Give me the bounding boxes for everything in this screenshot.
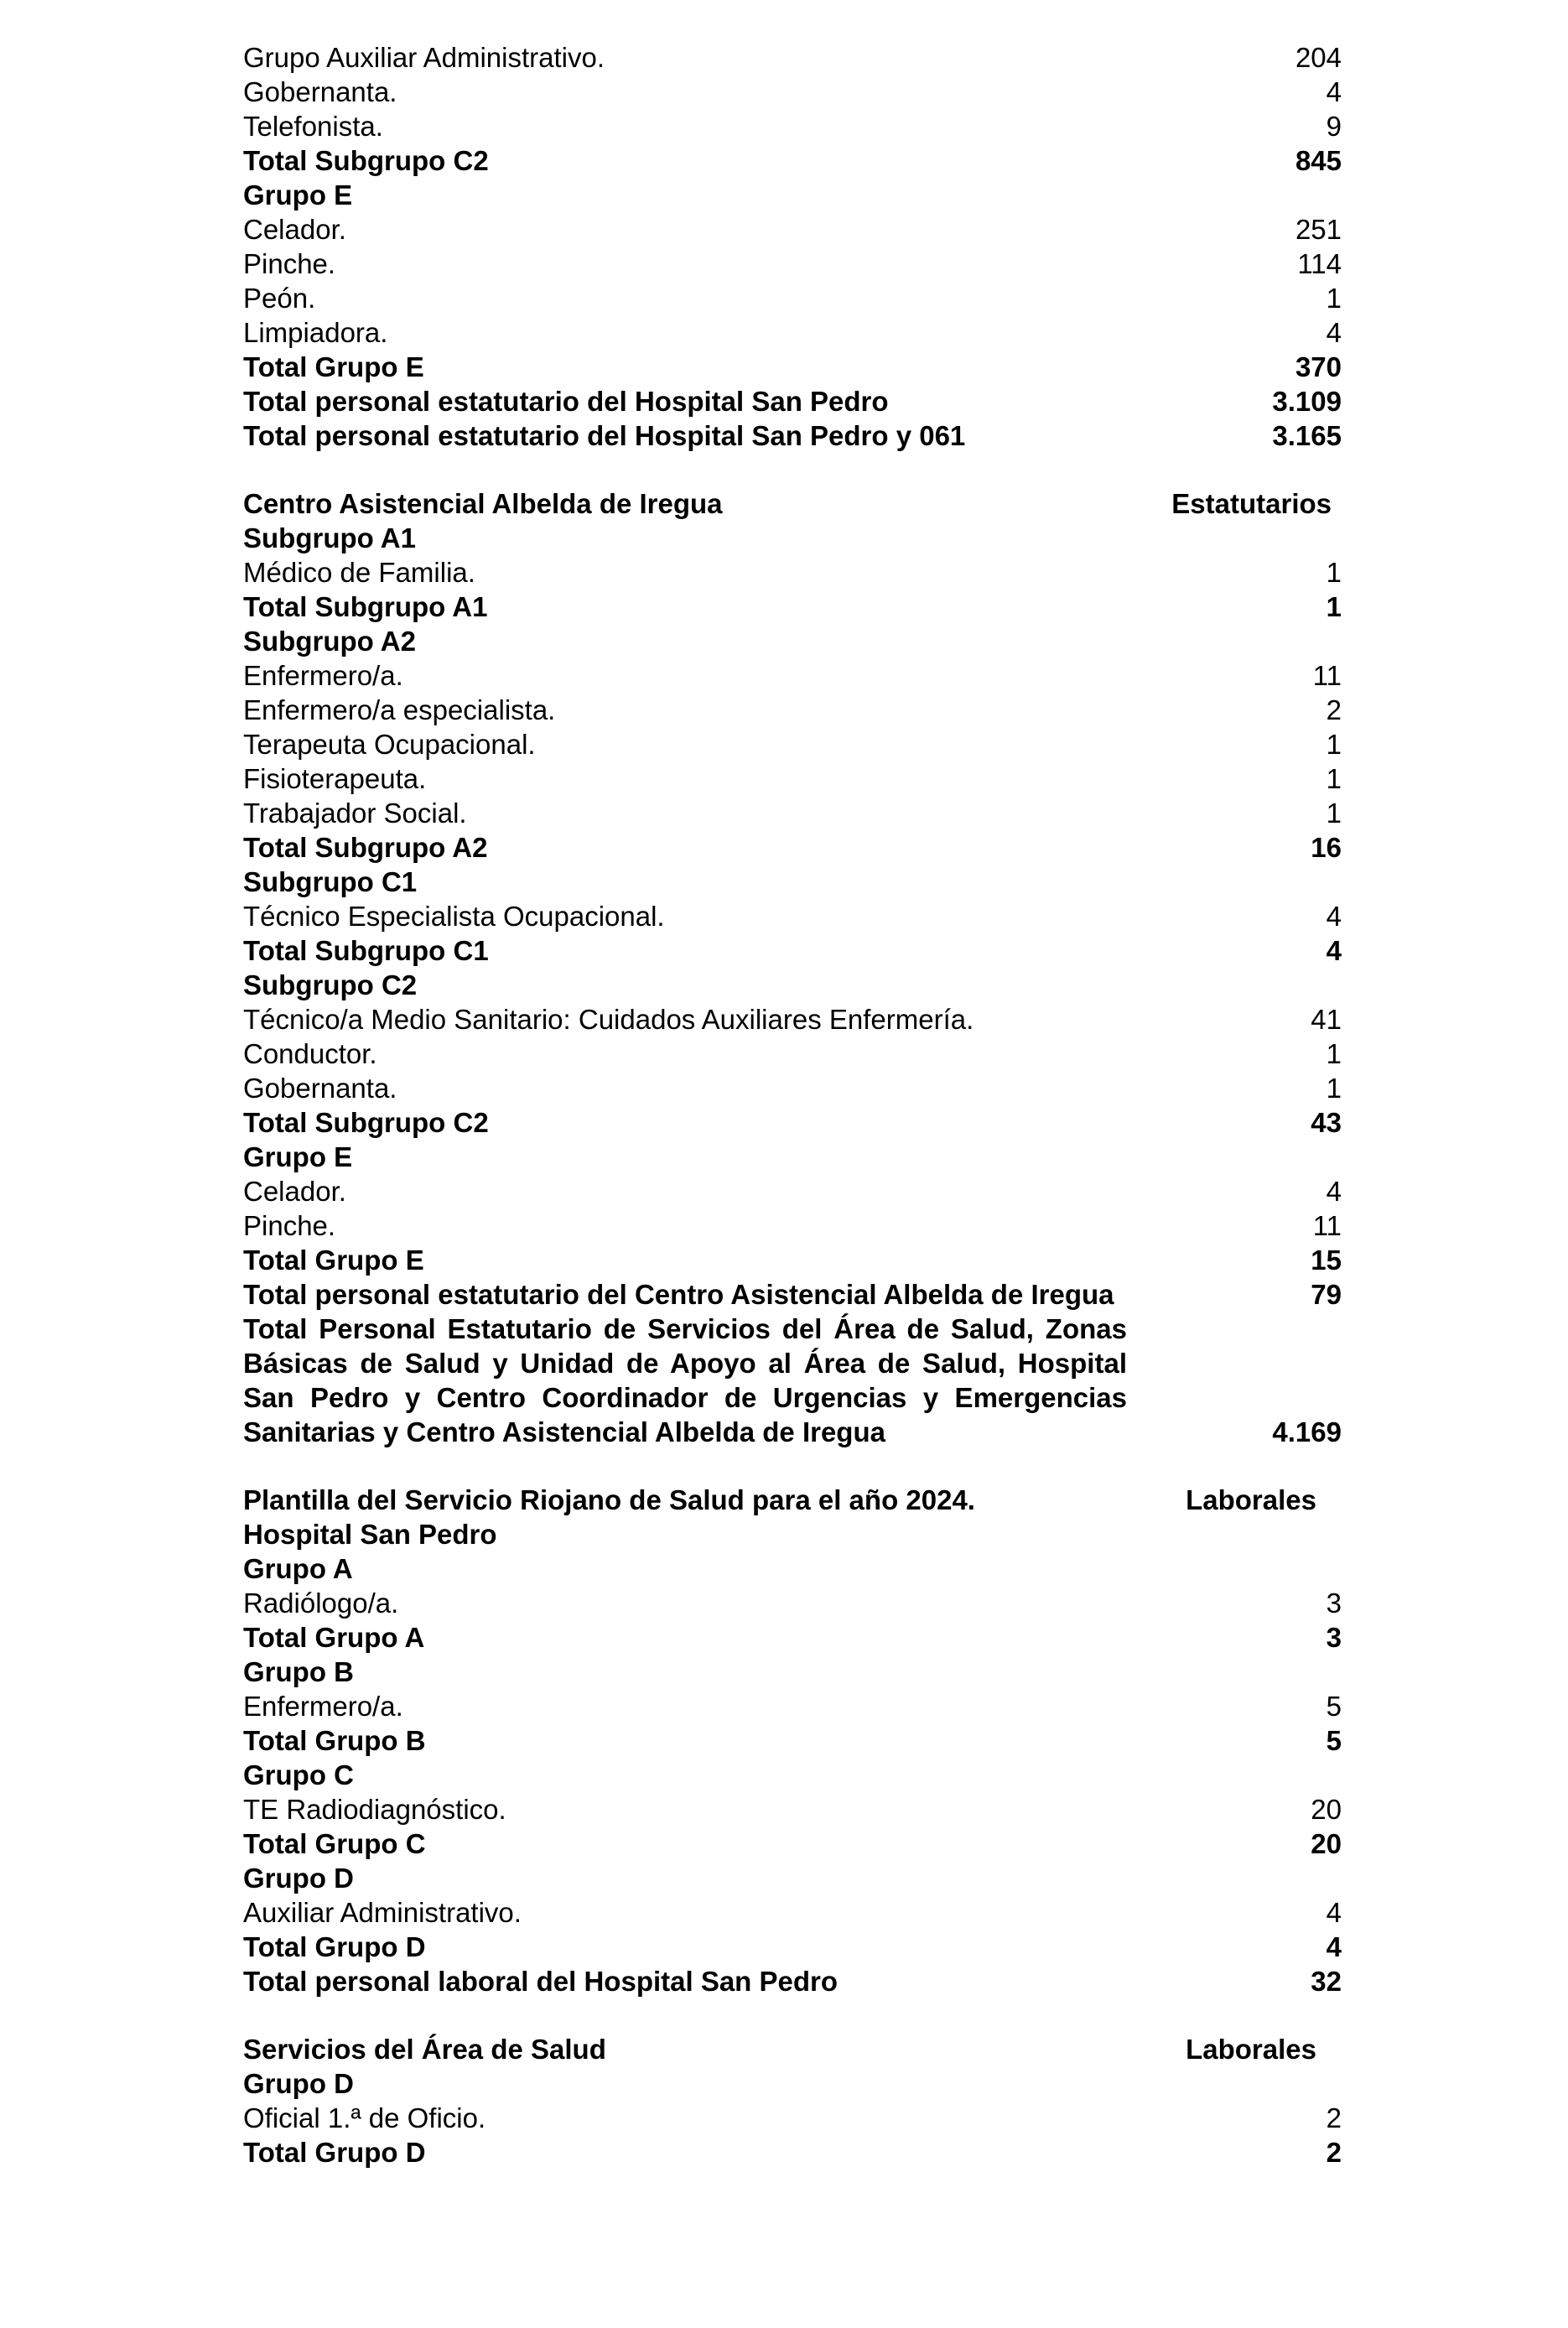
row-label: Gobernanta. [243,1073,397,1104]
total-row [243,830,1342,865]
row-label: Total Grupo C [243,1828,426,1859]
table-row [243,1208,1342,1243]
group-heading-row [243,1140,1342,1174]
group-heading-row [243,865,1342,899]
row-count: 79 [1311,1279,1342,1310]
column-header: Laborales [1186,2034,1316,2065]
row-count: 1 [1326,557,1342,588]
row-label: Total Grupo A [243,1622,425,1653]
table-row [243,247,1342,281]
total-row [243,2135,1342,2170]
group-heading-row [243,1655,1342,1689]
row-count: 20 [1311,1828,1342,1859]
total-row [243,1723,1342,1758]
table-row [243,761,1342,796]
section-spacer [243,1449,1342,1483]
row-label: Pinche. [243,1210,336,1241]
row-count: 2 [1326,694,1342,725]
total-row [243,590,1342,624]
group-heading-row [243,178,1342,212]
row-count: 11 [1312,1210,1342,1241]
row-count: 3.165 [1272,420,1342,451]
row-count: 32 [1311,1966,1342,1997]
row-label: Grupo E [243,179,353,210]
row-label: Total Subgrupo A2 [243,832,488,863]
row-label: Técnico/a Medio Sanitario: Cuidados Auxiliares Enfermería. [243,1004,974,1035]
table-row [243,899,1342,933]
table-row [243,1174,1342,1208]
group-heading-row [243,1861,1342,1895]
row-label: Total Subgrupo A1 [243,591,488,622]
row-label: Fisioterapeuta. [243,763,427,794]
row-label: Trabajador Social. [243,798,467,829]
row-label: Subgrupo C1 [243,866,418,897]
row-count: 15 [1311,1245,1342,1276]
total-row [243,1964,1342,1998]
row-count: 43 [1311,1107,1342,1138]
row-count: 4 [1326,76,1342,107]
table-row [243,796,1342,830]
total-row [243,1277,1342,1312]
table-row [243,727,1342,761]
table-row [243,1689,1342,1723]
row-label: Total Personal Estatutario de Servicios del Área de Salud, Zonas Básicas de Salud y Unidad de Apoyo al Área de Salud, Hospital San Pedro y Centro Coordinador de Urgencias y Emergencias Sanitarias y Centro Asistencial Albelda de Iregua [243,1313,1127,1447]
column-header: Estatutarios [1171,488,1332,519]
row-count: 1 [1326,763,1342,794]
row-label: Grupo D [243,2068,354,2099]
group-heading-row [243,1551,1342,1586]
row-label: Hospital San Pedro [243,1519,497,1550]
table-row [243,75,1342,109]
row-label: Limpiadora. [243,317,388,348]
row-label: Total personal laboral del Hospital San Pedro [243,1966,839,1997]
row-label: Total Subgrupo C2 [243,1107,489,1138]
row-label: Celador. [243,1176,346,1207]
row-count: 9 [1326,111,1342,142]
group-heading-row [243,2066,1342,2101]
row-label: Pinche. [243,248,336,279]
row-label: Total Grupo E [243,1245,424,1276]
row-count: 204 [1295,42,1342,73]
row-label: Centro Asistencial Albelda de Iregua [243,488,723,519]
row-count: 20 [1311,1794,1342,1825]
table-row [243,555,1342,590]
row-label: Telefonista. [243,111,383,142]
table-row [243,315,1342,350]
row-count: 370 [1295,351,1342,382]
row-label: Grupo B [243,1656,354,1687]
total-row [243,1105,1342,1140]
row-label: Enfermero/a. [243,660,403,691]
table-row [243,693,1342,727]
row-label: Total Grupo E [243,351,424,382]
row-label: Terapeuta Ocupacional. [243,729,536,760]
row-label: Total Grupo D [243,1931,426,1962]
section-heading-row [243,486,1342,521]
row-count: 5 [1326,1691,1342,1722]
row-count: 4 [1326,1931,1342,1962]
row-label: Peón. [243,283,316,314]
table-row [243,658,1342,693]
row-label: Subgrupo A1 [243,522,416,553]
table-row [243,2101,1342,2135]
row-count: 5 [1326,1725,1342,1756]
row-count: 3 [1326,1588,1342,1619]
row-label: Grupo C [243,1759,354,1790]
row-label: Total Grupo B [243,1725,426,1756]
row-count: 4 [1326,317,1342,348]
table-row [243,40,1342,75]
total-row [243,1827,1342,1861]
row-count: 41 [1311,1004,1342,1035]
table-row [243,212,1342,247]
row-count: 1 [1326,591,1342,622]
row-label: Grupo A [243,1553,353,1584]
row-count: 4 [1326,1176,1342,1207]
total-row [243,418,1342,453]
row-count: 845 [1295,145,1342,176]
row-count: 11 [1312,660,1342,691]
row-label: Total personal estatutario del Centro Asistencial Albelda de Iregua [243,1279,1114,1310]
staff-table [243,40,1342,2170]
group-heading-row [243,1517,1342,1551]
total-row [243,1312,1342,1449]
row-label: Grupo E [243,1141,353,1172]
group-heading-row [243,968,1342,1002]
row-count: 3.109 [1272,386,1342,417]
group-heading-row [243,1758,1342,1792]
group-heading-row [243,624,1342,658]
row-count: 4 [1326,1897,1342,1928]
total-row [243,1620,1342,1655]
table-row [243,109,1342,143]
row-count: 16 [1311,832,1342,863]
section-spacer [243,453,1342,486]
row-label: TE Radiodiagnóstico. [243,1794,506,1825]
row-label: Gobernanta. [243,76,397,107]
row-label: Enfermero/a especialista. [243,694,556,725]
row-label: Técnico Especialista Ocupacional. [243,901,665,932]
row-count: 251 [1295,214,1342,245]
total-row [243,143,1342,178]
row-label: Auxiliar Administrativo. [243,1897,522,1928]
total-row [243,1243,1342,1277]
table-row [243,1586,1342,1620]
row-label: Total personal estatutario del Hospital San Pedro [243,386,889,417]
table-row [243,1037,1342,1071]
row-count: 1 [1326,283,1342,314]
row-label: Total Subgrupo C2 [243,145,489,176]
row-label: Subgrupo A2 [243,626,416,657]
row-label: Grupo Auxiliar Administrativo. [243,42,605,73]
total-row [243,384,1342,418]
row-label: Enfermero/a. [243,1691,403,1722]
column-header: Laborales [1186,1484,1316,1515]
row-label: Total Subgrupo C1 [243,935,489,966]
group-heading-row [243,521,1342,555]
section-spacer [243,1998,1342,2032]
table-row [243,1895,1342,1930]
row-count: 3 [1326,1622,1342,1653]
row-count: 4 [1326,901,1342,932]
row-count: 1 [1326,729,1342,760]
row-label: Conductor. [243,1038,377,1069]
table-row [243,1792,1342,1827]
row-label: Total personal estatutario del Hospital San Pedro y 061 [243,420,966,451]
table-row [243,281,1342,315]
row-count: 2 [1326,2102,1342,2133]
row-count: 4.169 [1272,1416,1342,1447]
row-label: Grupo D [243,1863,354,1894]
section-heading-row [243,1483,1342,1517]
row-count: 1 [1326,1038,1342,1069]
row-label: Subgrupo C2 [243,969,418,1000]
row-count: 4 [1326,935,1342,966]
row-label: Médico de Familia. [243,557,475,588]
row-label: Plantilla del Servicio Riojano de Salud para el año 2024. [243,1484,975,1515]
table-row [243,1002,1342,1037]
table-row [243,1071,1342,1105]
section-heading-row [243,2032,1342,2066]
row-count: 1 [1326,1073,1342,1104]
row-count: 1 [1326,798,1342,829]
total-row [243,933,1342,968]
row-count: 114 [1297,248,1342,279]
row-label: Celador. [243,214,346,245]
row-label: Total Grupo D [243,2137,426,2168]
total-row [243,1930,1342,1964]
row-label: Radiólogo/a. [243,1588,399,1619]
row-label: Oficial 1.ª de Oficio. [243,2102,486,2133]
row-label: Servicios del Área de Salud [243,2034,606,2065]
total-row [243,350,1342,384]
row-count: 2 [1326,2137,1342,2168]
